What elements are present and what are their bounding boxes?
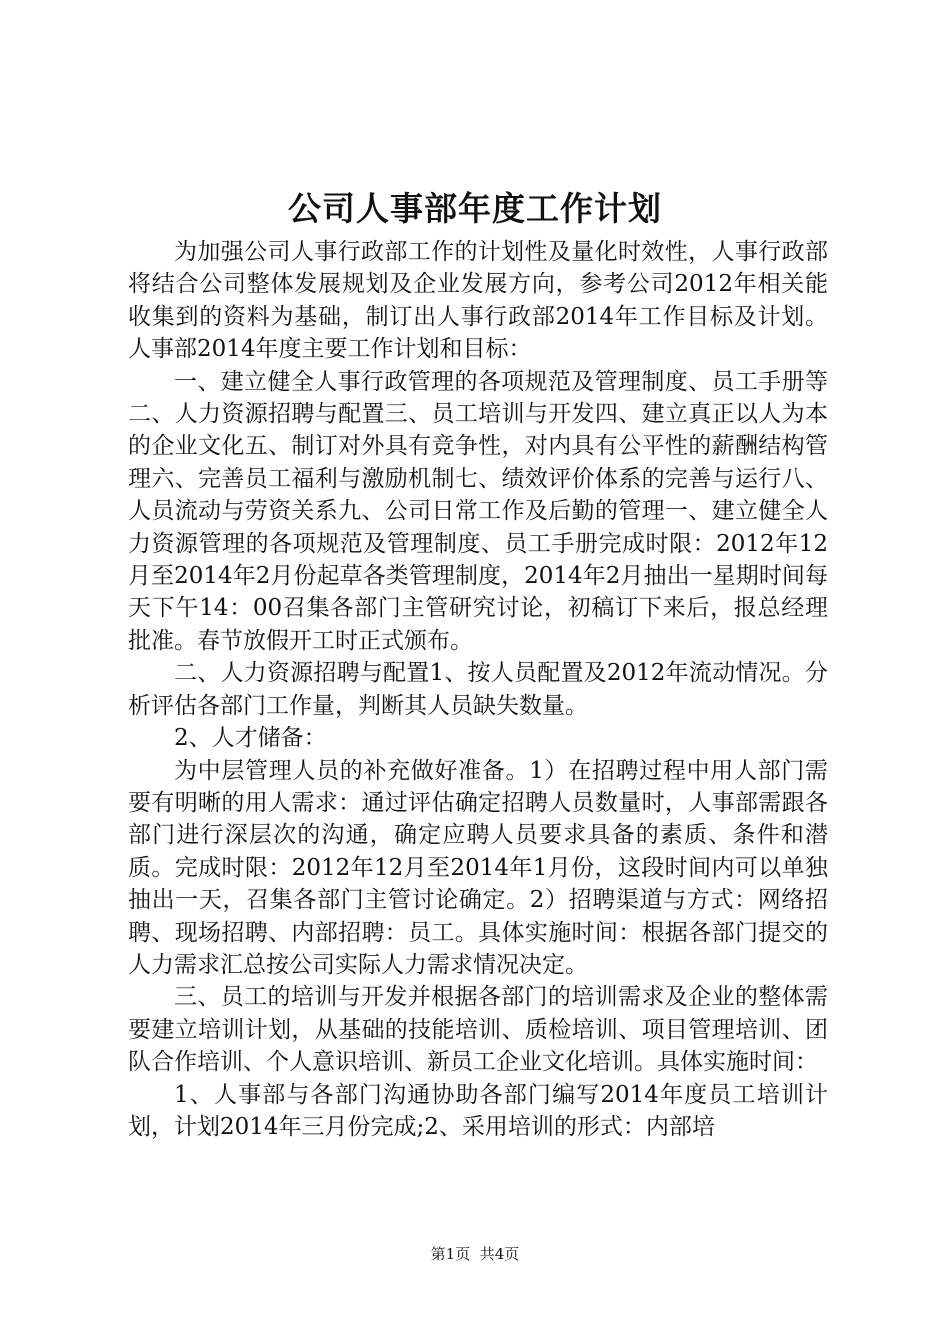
document-body	[128, 236, 828, 1143]
page-total: 共4页	[479, 1245, 520, 1263]
paragraph-intro: 为加强公司人事行政部工作的计划性及量化时效性，人事行政部将结合公司整体发展规划及企业发展方向，参考公司2012年相关能收集到的资料为基础，制订出人事行政部2014年工作目标及计划。人事部2014年度主要工作计划和目标：	[128, 239, 828, 363]
page-number: 第1页	[430, 1245, 471, 1263]
paragraph-section-two: 二、人力资源招聘与配置1、按人员配置及2012年流动情况。分析评估各部门工作量，判断其人员缺失数量。	[128, 660, 828, 719]
page-footer	[0, 1244, 950, 1264]
paragraph-section-three: 三、员工的培训与开发并根据各部门的培训需求及企业的整体需要建立培训计划，从基础的技能培训、质检培训、项目管理培训、团队合作培训、个人意识培训、新员工企业文化培训。具体实施时间：	[128, 984, 828, 1076]
paragraph-training-plan: 1、人事部与各部门沟通协助各部门编写2014年度员工培训计划，计划2014年三月份完成;2、采用培训的形式：内部培	[128, 1081, 828, 1140]
document-title: 公司人事部年度工作计划	[288, 189, 662, 228]
paragraph-recruitment: 为中层管理人员的补充做好准备。1）在招聘过程中用人部门需要有明晰的用人需求：通过评估确定招聘人员数量时，人事部需跟各部门进行深层次的沟通，确定应聘人员要求具备的素质、条件和潜质。完成时限：2012年12月至2014年1月份，这段时间内可以单独抽出一天，召集各部门主管讨论确定。2）招聘渠道与方式：网络招聘、现场招聘、内部招聘：员工。具体实施时间：根据各部门提交的人力需求汇总按公司实际人力需求情况决定。	[128, 757, 828, 978]
paragraph-section-one: 一、建立健全人事行政管理的各项规范及管理制度、员工手册等二、人力资源招聘与配置三、员工培训与开发四、建立真正以人为本的企业文化五、制订对外具有竞争性，对内具有公平性的薪酬结构管理六、完善员工福利与激励机制七、绩效评价体系的完善与运行八、人员流动与劳资关系九、公司日常工作及后勤的管理一、建立健全人力资源管理的各项规范及管理制度、员工手册完成时限：2012年12月至2014年2月份起草各类管理制度，2014年2月抽出一星期时间每天下午14：00召集各部门主管研究讨论，初稿订下来后，报总经理批准。春节放假开工时正式颁布。	[128, 368, 828, 654]
paragraph-talent-reserve: 2、人才储备：	[174, 725, 327, 752]
